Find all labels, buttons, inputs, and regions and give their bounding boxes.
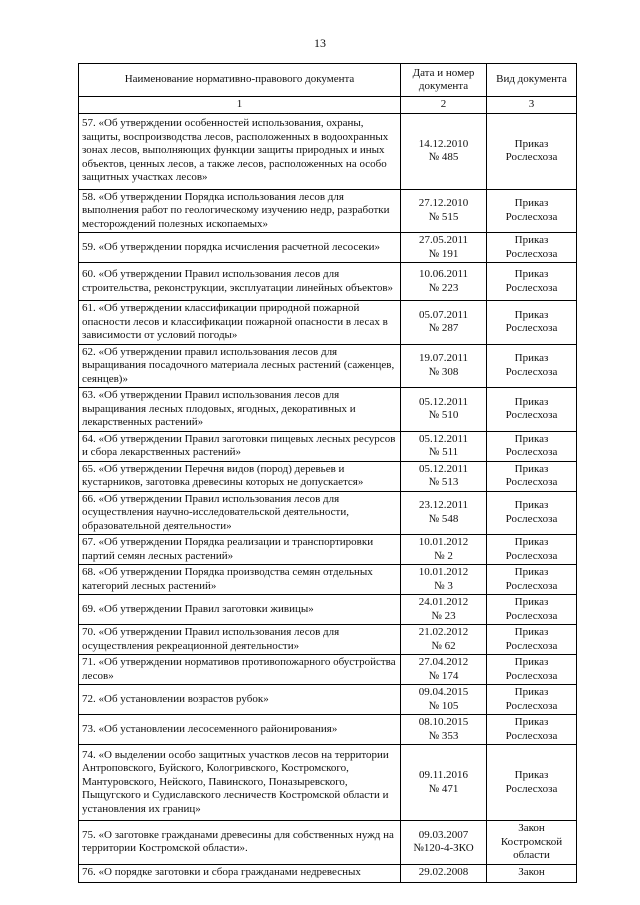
document-kind-cell [487, 301, 577, 345]
issuing-authority: Рослесхоза [505, 409, 558, 422]
document-kind-cell [487, 344, 577, 388]
document-number: № 353 [428, 729, 459, 742]
document-number: № 191 [428, 247, 459, 260]
date-number-cell [401, 535, 487, 565]
table-row [79, 821, 577, 865]
table-row [79, 715, 577, 745]
issuing-authority: Рослесхоза [505, 639, 558, 652]
document-kind-line: Приказ [514, 234, 549, 246]
date-number-cell [401, 461, 487, 491]
issuing-authority: Рослесхоза [505, 281, 558, 294]
issuing-authority: Рослесхоза [505, 549, 558, 562]
issuing-authority: Рослесхоза [505, 782, 558, 795]
table-body [79, 113, 577, 882]
document-name-cell: 76. «О порядке заготовки и сбора гражданами недревесных [79, 864, 401, 882]
header-document-kind: Вид документа [487, 64, 577, 97]
issuing-authority: Рослесхоза [505, 476, 558, 488]
column-number-row [79, 97, 577, 114]
document-number: № 62 [431, 639, 456, 652]
date-number-cell [401, 113, 487, 189]
document-kind-cell [487, 821, 577, 865]
table-row [79, 388, 577, 432]
document-number: № 548 [428, 512, 459, 525]
document-date: 27.05.2011 [418, 234, 469, 246]
document-name-cell: 71. «Об утверждении нормативов противопожарного обустройства лесов» [79, 655, 401, 685]
document-kind-line: Приказ [514, 432, 549, 445]
document-name-cell: 65. «Об утверждении Перечня видов (пород) деревьев и кустарников, заготовка древесины которых не допускается» [79, 461, 401, 491]
document-number: № 515 [428, 210, 459, 223]
table-row [79, 431, 577, 461]
document-kind-cell [487, 113, 577, 189]
table-row [79, 344, 577, 388]
document-number: №120-4-ЗКО [413, 842, 474, 855]
date-number-cell [401, 301, 487, 345]
document-number: № 23 [431, 609, 456, 622]
document-name-cell: 69. «Об утверждении Правил заготовки живицы» [79, 595, 401, 625]
document-date: 10.01.2012 [418, 536, 469, 548]
regulatory-documents-table [78, 63, 577, 883]
document-date: 09.04.2015 [418, 686, 469, 698]
document-date: 27.04.2012 [418, 656, 469, 668]
document-kind-cell [487, 491, 577, 535]
table-row [79, 189, 577, 233]
document-kind-line: Приказ [514, 462, 549, 475]
date-number-cell [401, 189, 487, 233]
issuing-authority: Рослесхоза [505, 512, 558, 525]
table-row [79, 233, 577, 263]
date-number-cell [401, 864, 487, 882]
document-date: 27.12.2010 [418, 197, 469, 210]
document-number: № 2 [434, 549, 453, 562]
document-kind-line: Приказ [514, 137, 549, 150]
table-header-row [79, 64, 577, 97]
document-kind-line: Приказ [514, 716, 549, 728]
document-kind-line: Приказ [514, 308, 549, 321]
document-kind-cell [487, 431, 577, 461]
document-kind-cell [487, 745, 577, 821]
date-number-cell [401, 431, 487, 461]
document-kind-line: Приказ [514, 596, 549, 608]
document-kind-cell [487, 595, 577, 625]
document-number: № 174 [428, 669, 459, 682]
issuing-authority: Рослесхоза [505, 151, 558, 163]
issuing-authority: Рослесхоза [505, 247, 558, 260]
document-name-cell: 75. «О заготовке гражданами древесины для собственных нужд на территории Костромской области». [79, 821, 401, 865]
document-number: № 510 [428, 409, 459, 422]
document-kind-cell [487, 263, 577, 301]
document-date: 24.01.2012 [418, 596, 469, 608]
document-kind-line: Приказ [514, 395, 549, 408]
document-kind-cell [487, 535, 577, 565]
date-number-cell [401, 595, 487, 625]
document-name-cell: 70. «Об утверждении Правил использования лесов для осуществления рекреационной деятельности» [79, 625, 401, 655]
document-name-cell: 73. «Об установлении лесосеменного районирования» [79, 715, 401, 745]
document-kind-line: Приказ [514, 686, 549, 698]
header-date-number: Дата и номер документа [401, 64, 487, 97]
document-number: № 485 [428, 151, 459, 163]
table-row [79, 301, 577, 345]
document-kind-line: Приказ [514, 769, 549, 781]
document-kind-cell [487, 461, 577, 491]
table-row [79, 745, 577, 821]
issuing-authority: Рослесхоза [505, 669, 558, 682]
issuing-authority: Рослесхоза [505, 446, 558, 458]
document-kind-cell [487, 685, 577, 715]
document-date: 05.12.2011 [418, 395, 469, 408]
document-name-cell: 63. «Об утверждении Правил использования лесов для выращивания лесных плодовых, ягодных, декоративных и лекарственных растений» [79, 388, 401, 432]
table-row [79, 461, 577, 491]
date-number-cell [401, 685, 487, 715]
table-row [79, 565, 577, 595]
document-kind-cell [487, 565, 577, 595]
document-kind-cell [487, 864, 577, 882]
document-date: 19.07.2011 [418, 352, 469, 365]
document-number: № 3 [434, 579, 453, 592]
document-date: 09.03.2007 [418, 828, 469, 841]
document-number: № 471 [428, 782, 459, 795]
document-number: № 223 [428, 281, 459, 294]
document-kind-line: Приказ [514, 536, 549, 548]
document-date: 05.07.2011 [418, 308, 469, 321]
date-number-cell [401, 821, 487, 865]
table-row [79, 263, 577, 301]
document-kind-line: Приказ [514, 626, 549, 638]
date-number-cell [401, 715, 487, 745]
issuing-authority: Рослесхоза [505, 210, 558, 223]
document-number: № 511 [428, 446, 459, 458]
document-date: 14.12.2010 [418, 137, 469, 150]
table-row [79, 113, 577, 189]
document-number: № 105 [428, 699, 459, 712]
document-name-cell: 74. «О выделении особо защитных участков лесов на территории Антроповского, Буйского, Кологривского, Костромского, Мантуровского, Нейского, Павинского, Поназыревского, Пыщугского и Судиславского лесничеств Костромской области и установления их границ» [79, 745, 401, 821]
document-kind-line: Закон [518, 866, 545, 879]
document-kind-cell [487, 715, 577, 745]
document-name-cell: 59. «Об утверждении порядка исчисления расчетной лесосеки» [79, 233, 401, 263]
document-number: № 287 [428, 322, 459, 335]
issuing-authority: Костромской [500, 835, 563, 848]
document-name-cell: 57. «Об утверждении особенностей использования, охраны, защиты, воспроизводства лесов, расположенных в водоохранных зонах лесов, выполняющих функции защиты природных и иных объектов, ценных лесов, а также лесов, расположенных на особо защитных участках лесов» [79, 113, 401, 189]
document-name-cell: 64. «Об утверждении Правил заготовки пищевых лесных ресурсов и сбора лекарственных растений» [79, 431, 401, 461]
column-number-3: 3 [487, 97, 577, 114]
table-row [79, 655, 577, 685]
issuing-authority: Рослесхоза [505, 609, 558, 622]
column-number-2: 2 [401, 97, 487, 114]
issuing-authority: Рослесхоза [505, 365, 558, 378]
document-name-cell: 66. «Об утверждении Правил использования лесов для осуществления научно-исследовательской деятельности, образовательной деятельности» [79, 491, 401, 535]
document-date: 05.12.2011 [418, 432, 469, 445]
document-date: 29.02.2008 [418, 866, 469, 879]
issuing-authority-extra: области [513, 849, 550, 861]
document-name-cell: 67. «Об утверждении Порядка реализации и транспортировки партий семян лесных растений» [79, 535, 401, 565]
date-number-cell [401, 263, 487, 301]
document-kind-line: Приказ [514, 656, 549, 668]
document-date: 10.01.2012 [418, 566, 469, 578]
table-row [79, 595, 577, 625]
document-date: 08.10.2015 [418, 716, 469, 728]
document-name-cell: 72. «Об установлении возрастов рубок» [79, 685, 401, 715]
document-date: 05.12.2011 [418, 462, 469, 475]
document-name-cell: 62. «Об утверждении правил использования лесов для выращивания посадочного материала лесных растений (саженцев, сеянцев)» [79, 344, 401, 388]
date-number-cell [401, 233, 487, 263]
date-number-cell [401, 388, 487, 432]
date-number-cell [401, 745, 487, 821]
date-number-cell [401, 344, 487, 388]
document-date: 21.02.2012 [418, 626, 469, 638]
document-kind-line: Приказ [514, 268, 549, 280]
document-kind-line: Закон [518, 822, 545, 834]
document-name-cell: 61. «Об утверждении классификации природной пожарной опасности лесов и классификации пожарной опасности в лесах в зависимости от условий погоды» [79, 301, 401, 345]
page-number: 13 [314, 36, 326, 50]
document-kind-cell [487, 655, 577, 685]
header-document-name: Наименование нормативно-правового документа [79, 64, 401, 97]
document-number: № 513 [428, 476, 459, 488]
document-kind-cell [487, 233, 577, 263]
table-row [79, 685, 577, 715]
document-date: 10.06.2011 [418, 268, 469, 280]
date-number-cell [401, 565, 487, 595]
document-kind-cell [487, 625, 577, 655]
document-date: 23.12.2011 [418, 499, 469, 512]
issuing-authority: Рослесхоза [505, 579, 558, 592]
date-number-cell [401, 491, 487, 535]
document-name-cell: 60. «Об утверждении Правил использования лесов для строительства, реконструкции, эксплуатации линейных объектов» [79, 263, 401, 301]
issuing-authority: Рослесхоза [505, 322, 558, 335]
document-number: № 308 [428, 365, 459, 378]
table-row [79, 491, 577, 535]
date-number-cell [401, 625, 487, 655]
document-kind-line: Приказ [514, 499, 549, 512]
document-kind-line: Приказ [514, 197, 549, 210]
date-number-cell [401, 655, 487, 685]
column-number-1: 1 [79, 97, 401, 114]
document-kind-cell [487, 189, 577, 233]
issuing-authority: Рослесхоза [505, 729, 558, 742]
document-kind-line: Приказ [514, 352, 549, 365]
table-row [79, 535, 577, 565]
issuing-authority: Рослесхоза [505, 699, 558, 712]
table-row [79, 625, 577, 655]
table-row [79, 864, 577, 882]
document-kind-cell [487, 388, 577, 432]
document-name-cell: 68. «Об утверждении Порядка производства семян отдельных категорий лесных растений» [79, 565, 401, 595]
document-date: 09.11.2016 [418, 769, 469, 781]
document-kind-line: Приказ [514, 566, 549, 578]
document-name-cell: 58. «Об утверждении Порядка использования лесов для выполнения работ по геологическому изучению недр, разработки месторождений полезных ископаемых» [79, 189, 401, 233]
